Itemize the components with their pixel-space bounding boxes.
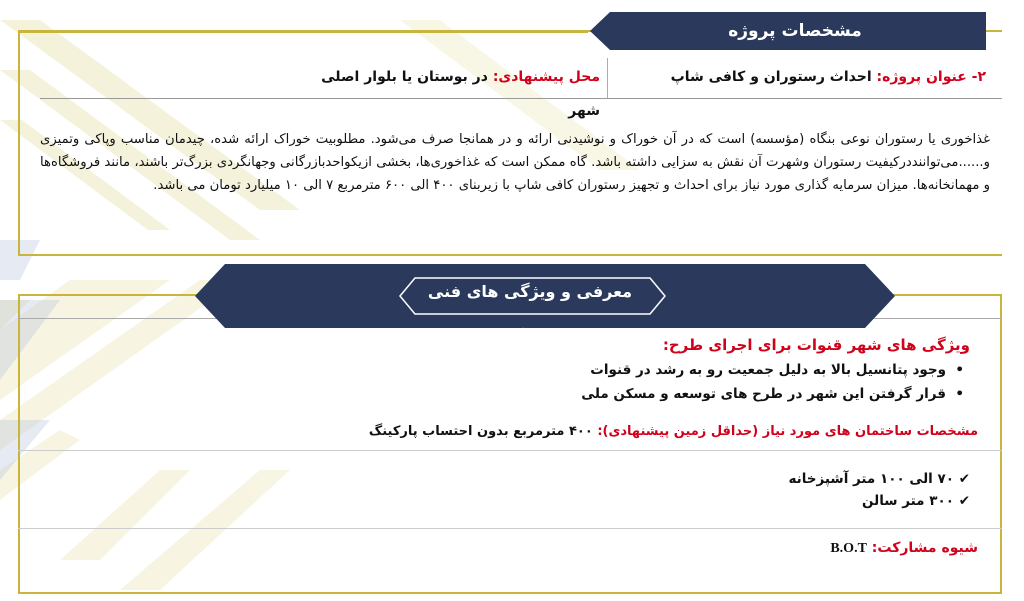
project-title-value: احداث رستوران و کافی شاپ [670,69,872,85]
header-gold-line [18,30,588,33]
location-label: محل پیشنهادی: [492,69,600,85]
tech-divider-1 [18,450,1002,451]
project-description: غذاخوری یا رستوران نوعی بنگاه (مؤسسه) است که در آن خوراک و نوشیدنی ارائه و در همانجا صرف می‌شود. مطلوبیت خوراک ارائه شده، چیدمان مناسب وپاکی وتمیزی و......می‌تواننددرکیفیت رستوران وشهرت آن نقش به سزایی داشته باشد. گاه ممکن است که غذاخوری‌ها، بخشی ازیکواحدبازرگانی وجهانگردی بزرگ‌تر باشند، مانند فروشگاه‌ها و مهمانخانه‌ها. میزان سرمایه گذاری مورد نیاز برای احداث و تجهیز رستوران کافی شاپ با زیربنای ۴۰۰ الی ۶۰۰ مترمربع ۷ الی ۱۰ میلیارد تومان می باشد. [40,132,990,193]
location-value: در بوستان یا بلوار اصلی شهر [321,69,600,119]
project-title-label: ۲- عنوان پروژه: [876,69,986,85]
row-divider [607,58,608,98]
participation-label: شیوه مشارکت: [871,540,978,556]
row-underline [40,98,1002,99]
features-list [581,358,966,406]
project-title-row [586,60,986,94]
features-heading: ویژگی های شهر قنوات برای اجرای طرح: [662,336,970,354]
list-item: • وجود پتانسیل بالا به دلیل جمعیت رو به رشد در قنوات [581,358,966,382]
building-value: ۴۰۰ مترمربع بدون احتساب پارکینگ [368,424,593,439]
location-row [300,60,600,119]
tech-divider-2 [18,528,1002,529]
checklist-item: ✔ ۷۰ الی ۱۰۰ متر آشپزخانه [788,471,970,487]
check-icon: ✔ [958,471,970,487]
participation-method [830,540,978,557]
bullet-icon: • [955,362,964,378]
list-item: • قرار گرفتن این شهر در طرح های توسعه و مسکن ملی [581,382,966,406]
header-title: مشخصات پروژه [728,21,862,41]
bullet-icon: • [955,386,964,402]
building-requirements [369,424,978,439]
building-label: مشخصات ساختمان های مورد نیاز (حداقل زمین پیشنهادی): [597,424,978,439]
participation-value: B.O.T [830,541,867,556]
checklist-item: ✔ ۳۰۰ متر سالن [862,493,970,509]
check-icon: ✔ [958,493,970,509]
technical-banner-title: معرفی و ویژگی های فنی پروژه [427,282,633,341]
